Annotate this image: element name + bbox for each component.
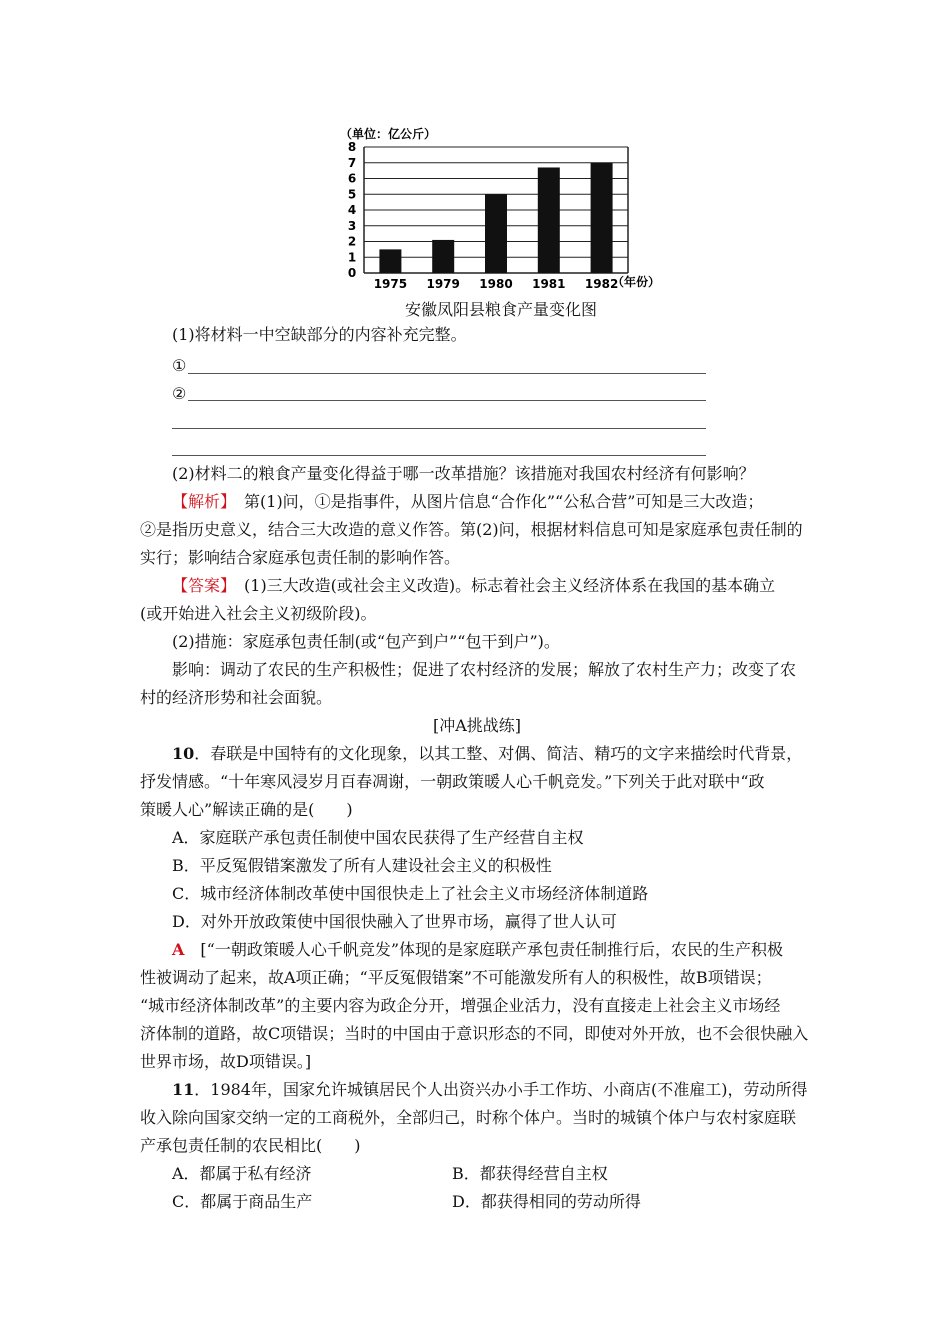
q10-explanation-line5: 世界市场，故D项错误。]	[140, 1052, 312, 1071]
q10-option-d: D．对外开放政策使中国很快融入了世界市场，赢得了世人认可	[172, 912, 617, 931]
q9-answer-line3: (2)措施：家庭承包责任制(或“包产到户”“包干到户”)。	[172, 632, 560, 651]
x-tick-label: 1979	[426, 277, 460, 291]
answer-tag: 【答案】	[172, 576, 229, 595]
y-tick-label: 6	[347, 171, 357, 186]
y-tick-label: 1	[347, 250, 357, 265]
q9-blank2-label: ②	[172, 384, 187, 403]
y-tick-label: 4	[347, 203, 357, 217]
chart-x-ticks	[374, 277, 619, 291]
q11-option-c: C．都属于商品生产	[172, 1192, 313, 1211]
q10-line3: 策暖人心”解读正确的是( )	[140, 800, 353, 819]
q11-option-b: B．都获得经营自主权	[452, 1164, 608, 1183]
y-tick-label: 5	[347, 187, 357, 202]
q11-line2: 收入除向国家交纳一定的工商税外，全部归己，时称个体户。当时的城镇个体户与农村家庭联	[140, 1108, 797, 1127]
chart-unit-label: （单位：亿公斤）	[340, 127, 437, 141]
q10-explanation-line1	[172, 938, 783, 962]
section-title: [冲A挑战练]	[433, 716, 522, 735]
q10-option-c: C．城市经济体制改革使中国很快走上了社会主义市场经济体制道路	[172, 884, 649, 903]
q10-text-1: ．春联是中国特有的文化现象，以其工整、对偶、简洁、精巧的文字来描绘时代背景，	[194, 744, 803, 763]
chart-bars	[379, 163, 612, 273]
bar-1982	[591, 163, 613, 273]
q11-line3: 产承包责任制的农民相比( )	[140, 1136, 361, 1155]
q9-blank1-rule	[188, 373, 706, 374]
bar-1975	[379, 249, 401, 273]
q9-blank4-rule	[172, 455, 706, 456]
q9-answer-line2: (或开始进入社会主义初级阶段)。	[140, 604, 377, 623]
chart-x-unit-label: （年份）	[612, 275, 661, 289]
q10-number: 10	[172, 744, 195, 763]
y-tick-label: 2	[347, 234, 357, 249]
y-tick-label: 0	[347, 266, 357, 280]
q11-number: 11	[172, 1080, 195, 1099]
y-tick-label: 8	[347, 140, 357, 154]
y-tick-label: 3	[347, 218, 357, 233]
q9-answer-line1	[172, 574, 775, 598]
q9-answer-line5: 村的经济形势和社会面貌。	[140, 688, 333, 707]
q9-part1: (1)将材料一中空缺部分的内容补充完整。	[172, 325, 467, 344]
q9-blank2-rule	[188, 400, 706, 401]
q9-analysis-line1	[172, 490, 763, 514]
q11-option-a: A．都属于私有经济	[172, 1164, 312, 1183]
q10-line1	[172, 742, 802, 766]
q10-option-b: B．平反冤假错案激发了所有人建设社会主义的积极性	[172, 856, 552, 875]
q9-answer-line4: 影响：调动了农民的生产积极性；促进了农村经济的发展；解放了农村生产力；改变了农	[172, 660, 797, 679]
q11-line1	[172, 1078, 807, 1102]
y-tick-label: 7	[347, 155, 357, 170]
analysis-tag: 【解析】	[172, 492, 229, 511]
q10-line2: 抒发情感。“十年寒风浸岁月百春凋谢，一朝政策暖人心千帆竞发。”下列关于此对联中“政	[140, 772, 765, 791]
chart-title: 安徽凤阳县粮食产量变化图	[405, 300, 598, 319]
q9-blank3-rule	[172, 428, 706, 429]
x-tick-label: 1982	[584, 277, 619, 291]
q10-explanation-line4: 济体制的道路，故C项错误；当时的中国由于意识形态的不同，即使对外开放，也不会很快融入	[140, 1024, 809, 1043]
q9-blank1-label: ①	[172, 356, 187, 375]
bar-1980	[485, 194, 507, 273]
bar-1981	[538, 167, 560, 273]
q11-text-1: ．1984年，国家允许城镇居民个人出资兴办小手工作坊、小商店(不准雇工)，劳动所得	[194, 1080, 808, 1099]
x-tick-label: 1975	[373, 277, 408, 291]
q10-explanation-line2: 性被调动了起来，故A项正确；“平反冤假错案”不可能激发所有人的积极性，故B项错误；	[140, 968, 772, 987]
analysis-text-1: 第(1)问，①是指事件，从图片信息“合作化”“公私合营”可知是三大改造；	[228, 492, 764, 511]
grain-output-bar-chart	[336, 120, 676, 300]
q10-option-a: A．家庭联产承包责任制使中国农民获得了生产经营自主权	[172, 828, 584, 847]
chart-y-ticks	[348, 140, 356, 280]
q9-analysis-line2: ②是指历史意义，结合三大改造的意义作答。第(2)问，根据材料信息可知是家庭承包责任制的	[140, 520, 803, 539]
q10-explanation-line3: “城市经济体制改革”的主要内容为政企分开，增强企业活力，没有直接走上社会主义市场经	[140, 996, 781, 1015]
answer-text-1: (1)三大改造(或社会主义改造)。标志着社会主义经济体系在我国的基本确立	[228, 576, 776, 595]
bar-1979	[432, 240, 454, 273]
q10-answer: A	[172, 940, 185, 959]
q10-exp-text-1: [“一朝政策暖人心千帆竞发”体现的是家庭联产承包责任制推行后，农民的生产积极	[184, 940, 784, 959]
x-tick-label: 1981	[532, 277, 566, 291]
q9-part2: (2)材料二的粮食产量变化得益于哪一改革措施？该措施对我国农村经济有何影响？	[172, 464, 755, 483]
q11-option-d: D．都获得相同的劳动所得	[452, 1192, 641, 1211]
q9-analysis-line3: 实行；影响结合家庭承包责任制的影响作答。	[140, 548, 461, 567]
x-tick-label: 1980	[479, 277, 513, 291]
